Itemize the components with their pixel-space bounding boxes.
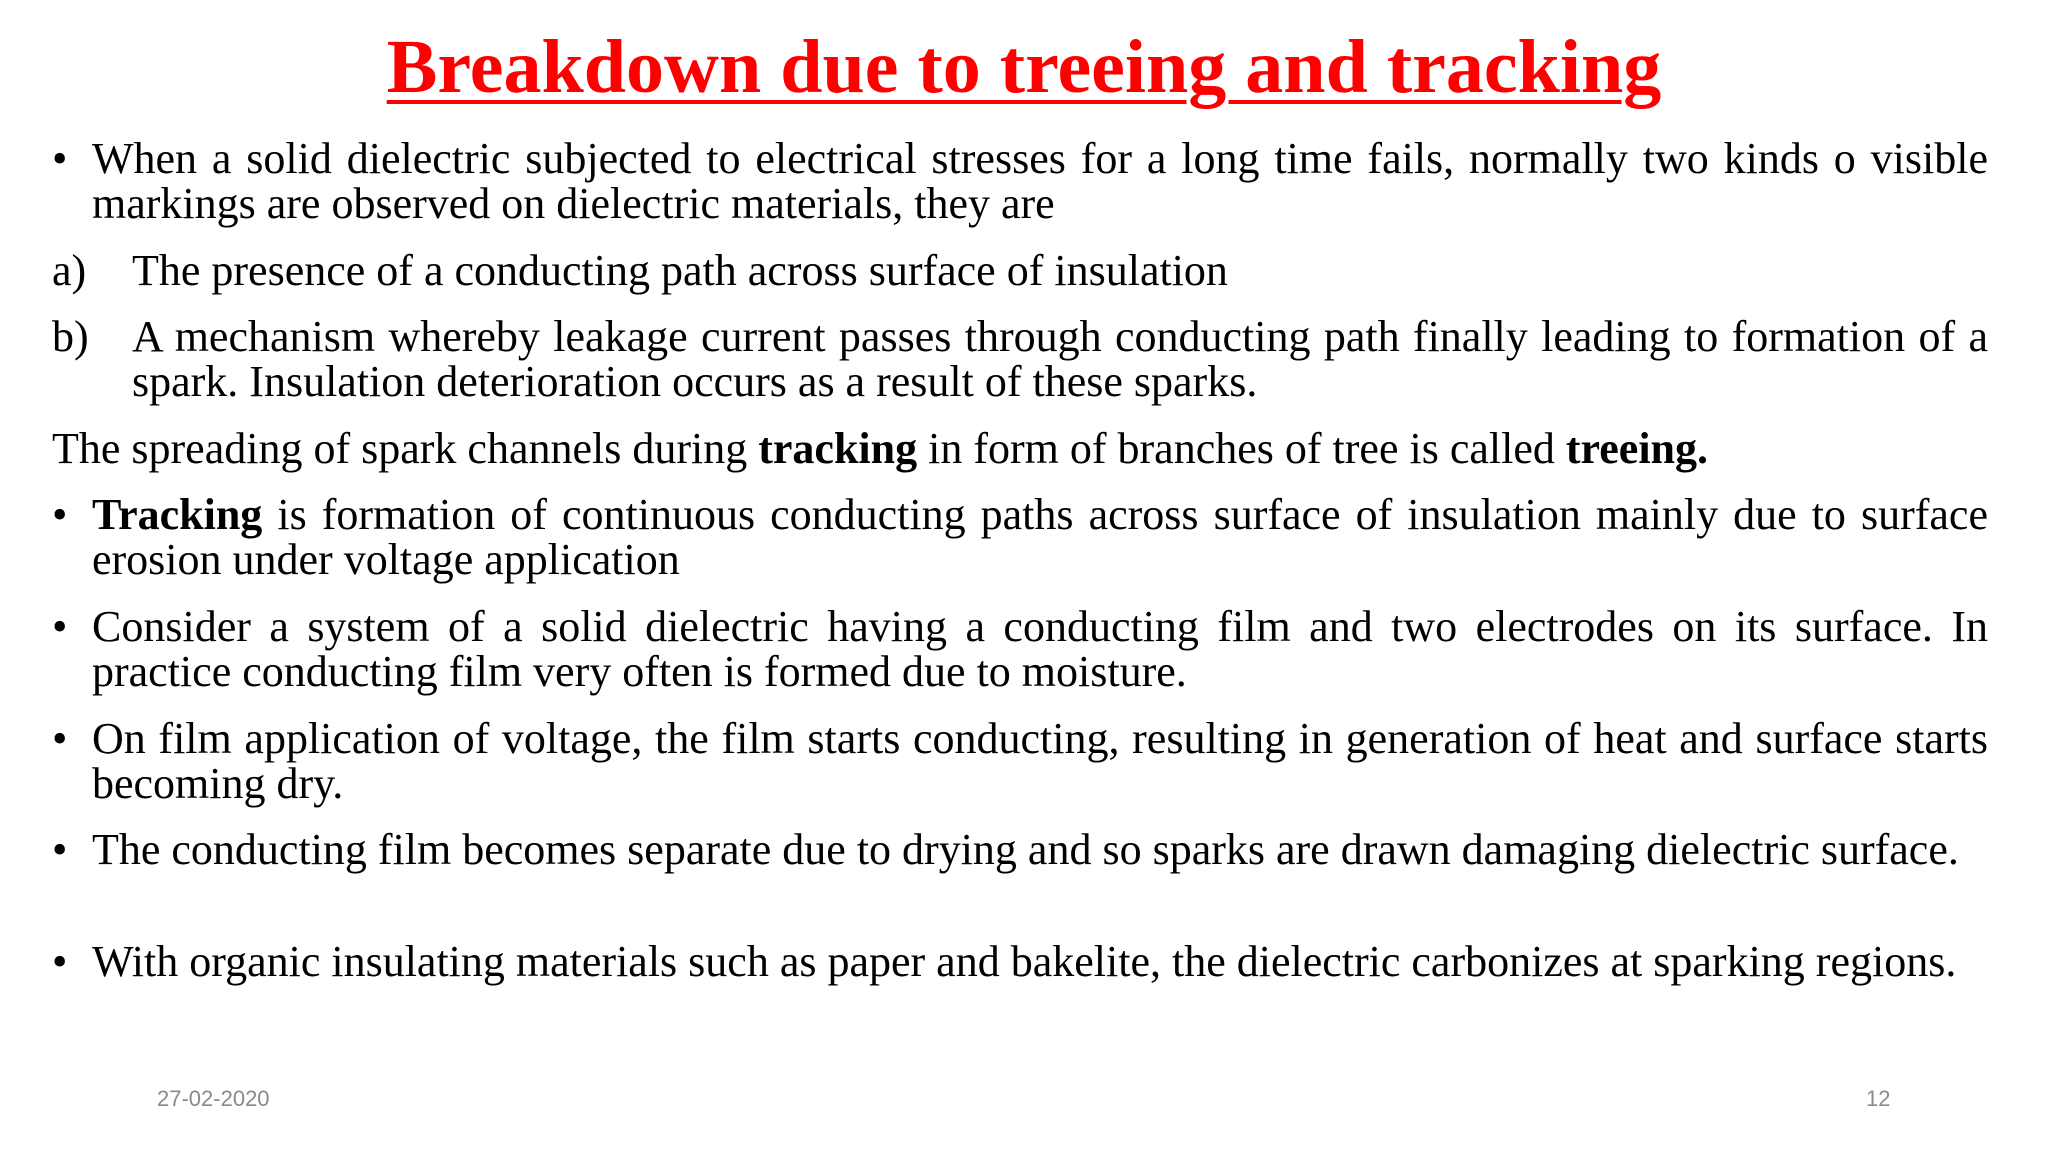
slide-date: 27-02-2020	[157, 1086, 270, 1111]
intro-text: When a solid dielectric subjected to electrical stresses for a long time fails, normally two kinds o visible markings are observed on dielectric materials, they are	[92, 134, 1988, 228]
treeing-bold: treeing.	[1565, 424, 1709, 473]
bullet-marker: •	[52, 714, 68, 763]
list-item-b	[52, 314, 1988, 404]
bullet-marker: •	[52, 937, 68, 986]
list-marker-b: b)	[52, 312, 89, 361]
list-item-a	[52, 248, 1988, 293]
intro-bullet	[52, 136, 1988, 226]
list-marker-a: a)	[52, 246, 87, 295]
bullet-marker: •	[52, 825, 68, 874]
list-item	[52, 716, 1988, 806]
bullet-marker: •	[52, 490, 68, 539]
list-item	[52, 827, 1988, 872]
treeing-definition	[52, 426, 1988, 471]
tracking-rest: is formation of continuous conducting paths across surface of insulation mainly due to surface erosion under voltage application	[92, 490, 1988, 584]
list-item	[52, 939, 1988, 984]
tracking-term: Tracking	[92, 490, 263, 539]
bullet-text: With organic insulating materials such as paper and bakelite, the dielectric carbonizes at sparking regions.	[92, 937, 1957, 986]
treeing-text-part1: The spreading of spark channels during	[52, 424, 759, 473]
list-text-b: A mechanism whereby leakage current passes through conducting path finally leading to formation of a spark. Insulation deterioration occurs as a result of these sparks.	[132, 312, 1988, 406]
slide-number: 12	[1866, 1086, 1891, 1111]
list-text-a: The presence of a conducting path across surface of insulation	[132, 246, 1228, 295]
bullet-marker: •	[52, 134, 68, 183]
tracking-bold: tracking	[758, 424, 918, 473]
slide-title: Breakdown due to treeing and tracking	[386, 25, 1662, 109]
bullet-marker: •	[52, 602, 68, 651]
treeing-text-part2: in form of branches of tree is called	[917, 424, 1566, 473]
tracking-definition	[92, 492, 1988, 582]
bullet-text: The conducting film becomes separate due to drying and so sparks are drawn damaging dielectric surface.	[92, 825, 1959, 874]
tracking-bullet	[52, 492, 1988, 582]
bullet-text: Consider a system of a solid dielectric having a conducting film and two electrodes on its surface. In practice conducting film very often is formed due to moisture.	[92, 602, 1988, 696]
list-item	[52, 604, 1988, 694]
bullet-text: On film application of voltage, the film starts conducting, resulting in generation of heat and surface starts becoming dry.	[92, 714, 1988, 808]
